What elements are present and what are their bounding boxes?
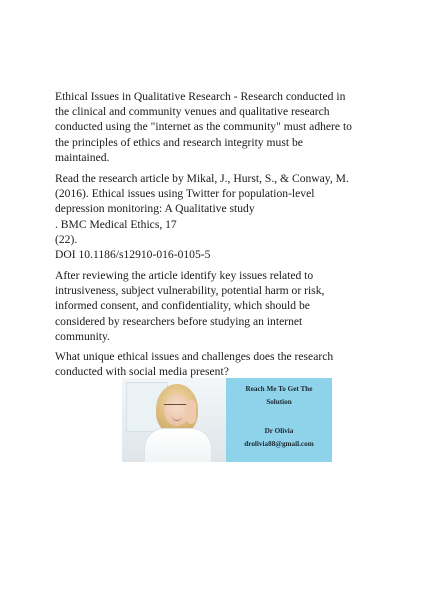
doi-line: DOI 10.1186/s12910-016-0105-5 <box>55 248 211 262</box>
text-line: the principles of ethics and research integrity must be <box>55 135 303 149</box>
text-line: (22). <box>55 232 78 246</box>
promo-headline: Reach Me To Get The <box>245 385 313 393</box>
contact-email[interactable]: drolivia88@gmail.com <box>244 440 314 448</box>
text-line: conducted with social media present? <box>55 365 229 379</box>
text-line: informed consent, and confidentiality, which should be <box>55 299 310 313</box>
text-line: maintained. <box>55 150 110 164</box>
text-line: Read the research article by Mikal, J., Hurst, S., & Conway, M. <box>55 172 349 185</box>
promo-headline-cont: Solution <box>266 398 292 406</box>
shirt-shape <box>144 428 212 462</box>
contact-name: Dr Olivia <box>264 427 294 435</box>
paragraph-reading <box>55 171 385 262</box>
promo-banner <box>122 378 332 462</box>
paragraph-question <box>55 349 385 379</box>
text-line: intrusiveness, subject vulnerability, potential harm or risk, <box>55 284 325 298</box>
text-line: What unique ethical issues and challenges does the research <box>55 350 334 363</box>
text-line: (2016). Ethical issues using Twitter for population-level <box>55 187 315 201</box>
text-line: Ethical Issues in Qualitative Research - Research conducted in <box>55 90 346 103</box>
hand-shape <box>186 400 196 424</box>
text-line: . BMC Medical Ethics, 17 <box>55 217 177 231</box>
contact-card <box>226 378 332 462</box>
paragraph-review <box>55 268 385 344</box>
text-line: After reviewing the article identify key issues related to <box>55 269 314 282</box>
text-line: the clinical and community venues and qualitative research <box>55 105 330 119</box>
paragraph-intro <box>55 89 385 165</box>
text-line: conducted using the "internet as the community" must adhere to <box>55 120 352 134</box>
text-line: community. <box>55 329 110 343</box>
text-line: depression monitoring: A Qualitative study <box>55 202 255 216</box>
text-line: considered by researchers before studying an internet <box>55 314 303 328</box>
woman-photo <box>122 378 226 462</box>
